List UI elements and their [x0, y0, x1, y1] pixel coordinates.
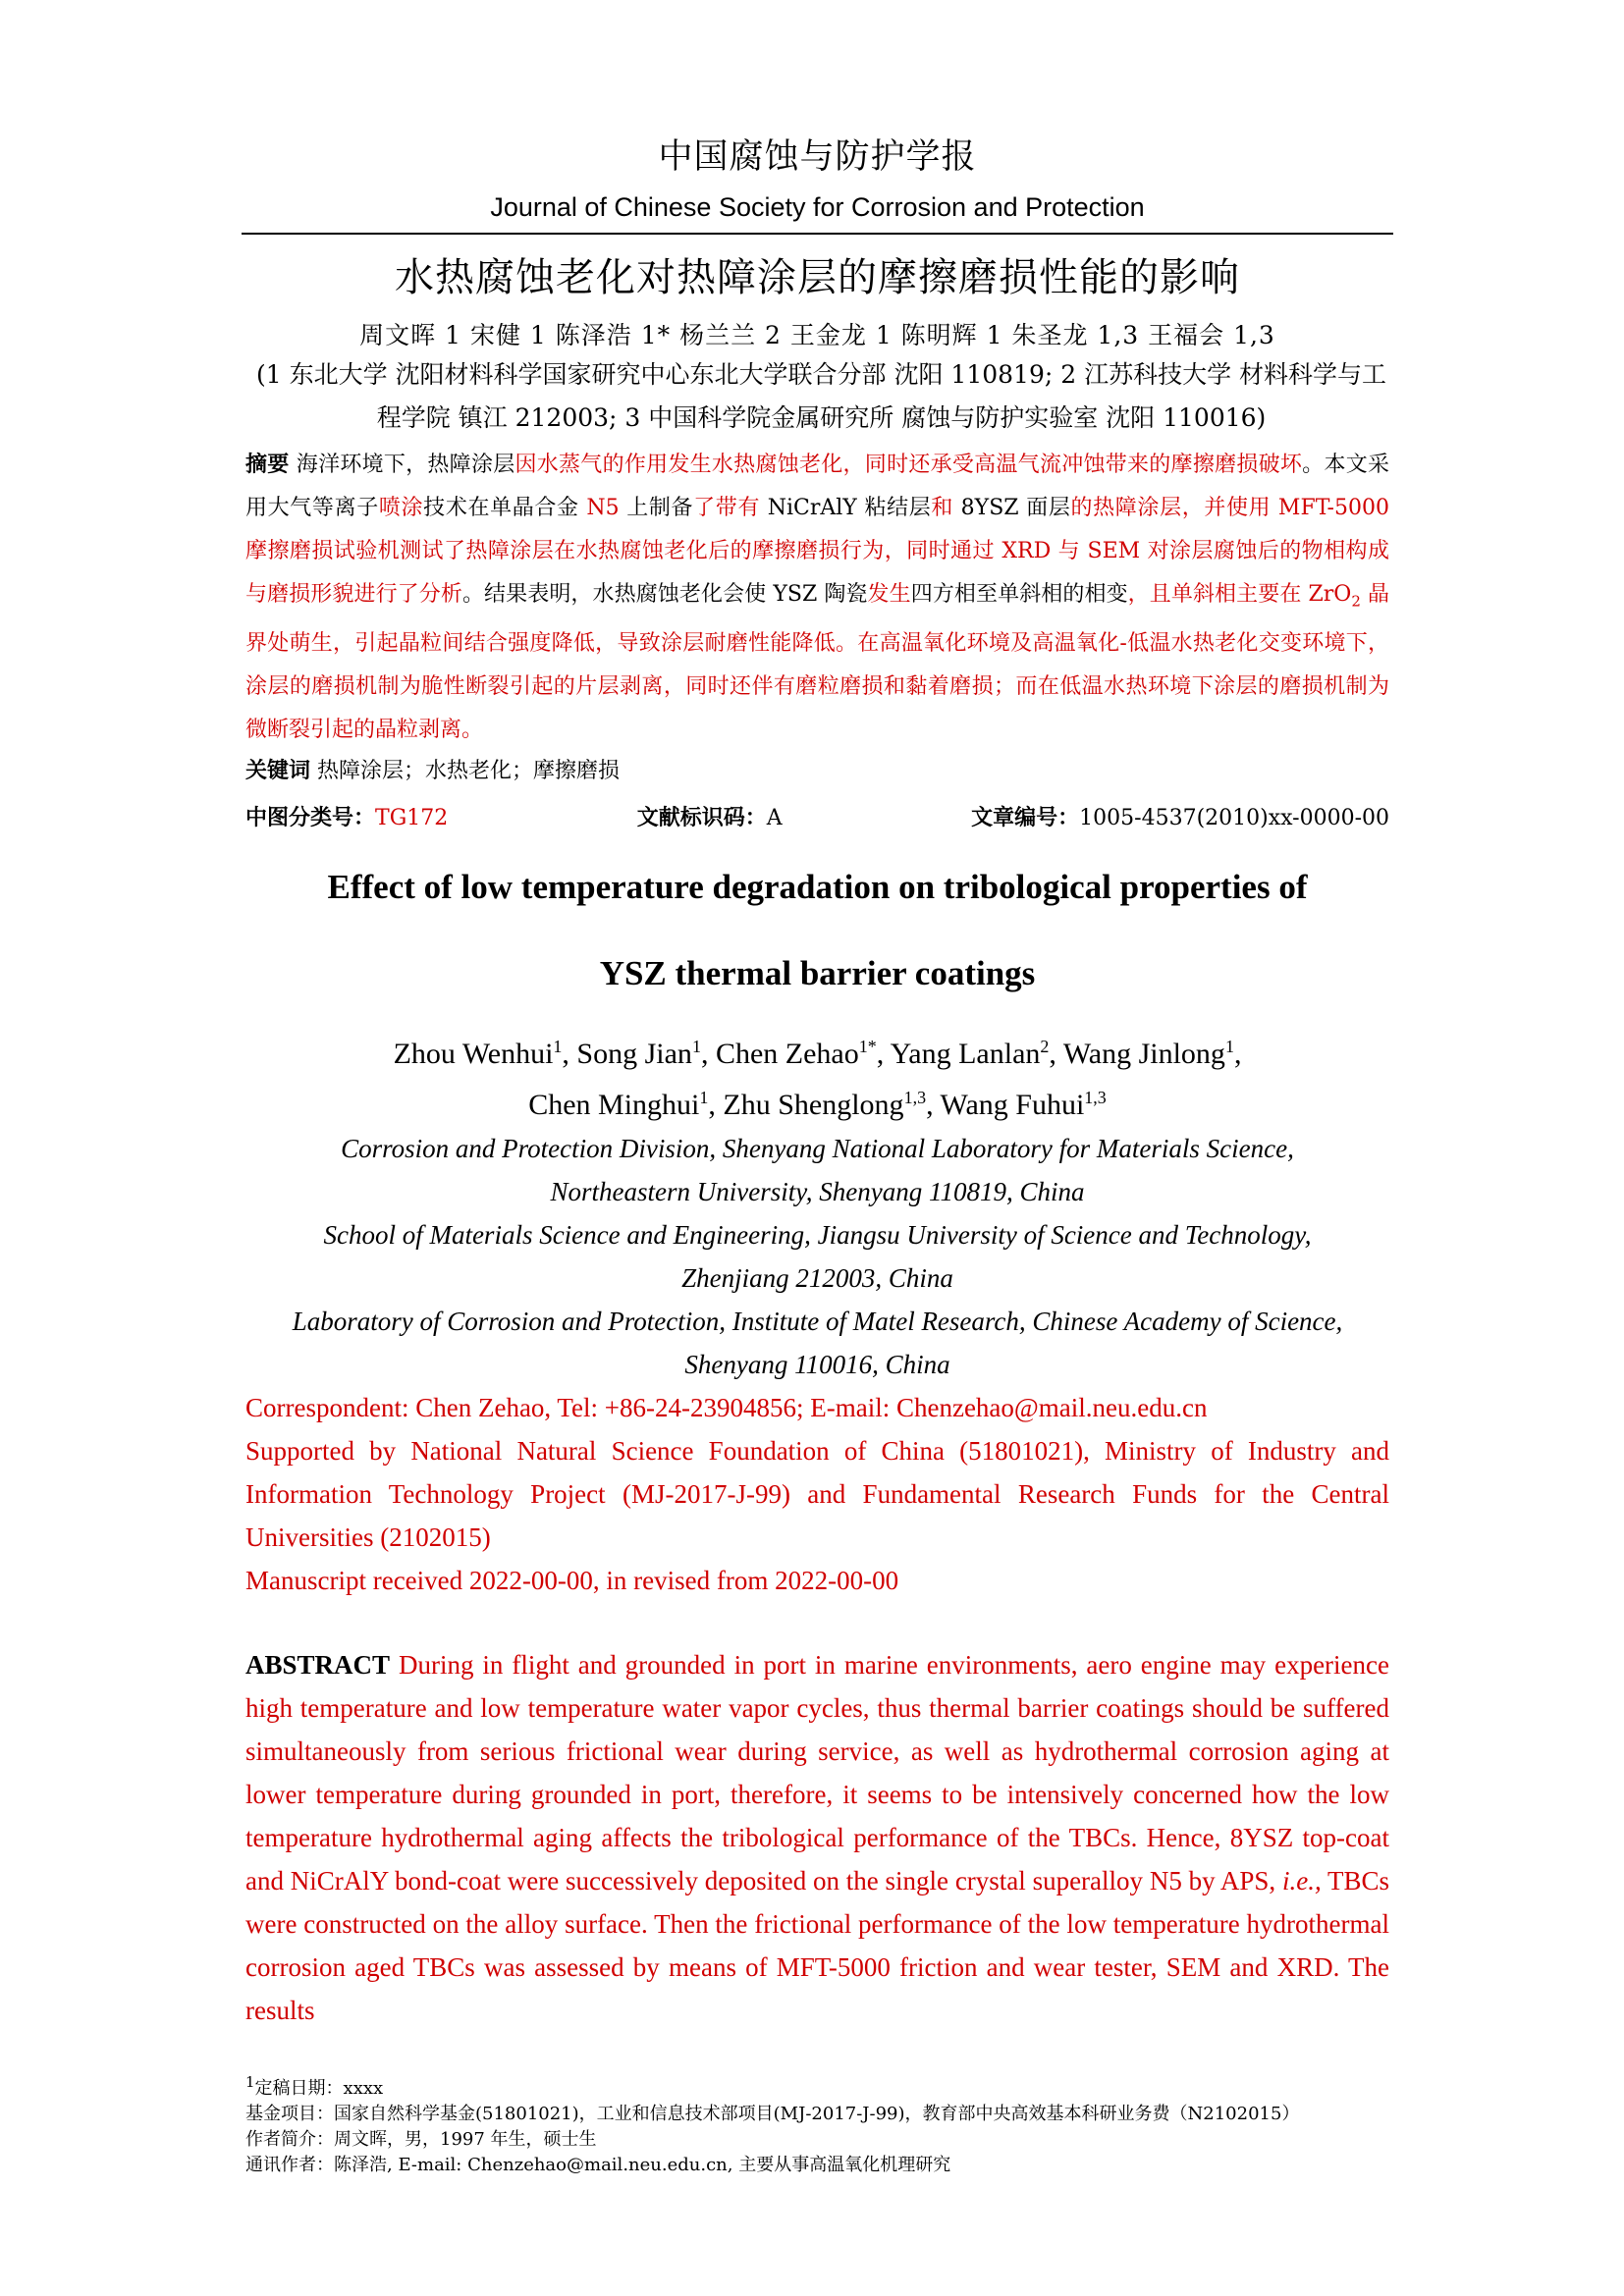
manuscript-dates: Manuscript received 2022-00-00, in revised from 2022-00-00 — [245, 1566, 899, 1596]
author-sup: 1 — [1224, 1037, 1234, 1057]
abstract-cn-text: 。本文采用大气等离子 — [245, 453, 1389, 520]
journal-title-cn: 中国腐蚀与防护学报 — [658, 137, 977, 177]
abstract-cn-text: N5 — [586, 496, 620, 520]
keywords-cn-text: 热障涂层；水热老化；摩擦磨损 — [310, 759, 621, 784]
abstract-cn-subscript: 2 — [1351, 592, 1361, 611]
keywords-cn-label: 关键词 — [245, 759, 311, 784]
author-en: Wang Jinlong — [1062, 1038, 1225, 1071]
footnotes — [245, 2069, 1389, 2178]
keywords-cn — [245, 752, 1389, 791]
author-en: Chen Minghui — [528, 1089, 700, 1122]
document-code — [637, 799, 783, 838]
art-label: 文章编号： — [971, 806, 1080, 831]
authors-en-line2 — [245, 1076, 1389, 1127]
author-separator: , — [562, 1038, 577, 1071]
article-number — [971, 799, 1389, 838]
abstract-cn-text: 了带有 — [693, 496, 761, 520]
abstract-cn-text: 和 — [931, 496, 954, 520]
paper-title-en-line2: YSZ thermal barrier coatings — [599, 954, 1036, 993]
correspondent-info: Correspondent: Chen Zehao, Tel: +86-24-23904856; E-mail: Chenzehao@mail.neu.edu.cn — [245, 1393, 1208, 1423]
abstract-cn-label: 摘要 — [245, 453, 290, 477]
paper-page — [245, 118, 1389, 2032]
affiliation-en-line: Shenyang 110016, China — [684, 1350, 950, 1380]
doc-label: 文献标识码： — [636, 806, 767, 831]
abstract-cn-text: 上制备 — [619, 496, 694, 520]
abstract-en-text: During in flight and grounded in port in marine environments, aero engine may experience high temperature and low temperature water vapor cycles, thus thermal barrier coatings should be suffered simultaneously from serious frictional wear during service, as well as hydrothermal corrosion aging at lower temperature during grounded in port, therefore, it seems to be intensively concerned how the low temperature hydrothermal aging affects the tribological performance of the TBCs. Hence, 8YSZ top-coat and NiCrAlY bond-coat were successively deposited on the single crystal superalloy N5 by APS, — [245, 1650, 1389, 1896]
author-sup: 1 — [699, 1088, 709, 1108]
abstract-cn-text: 技术在单晶合金 — [423, 496, 587, 520]
authors-en-line1 — [245, 1025, 1389, 1076]
footnote-fund: 基金项目：国家自然科学基金(51801021)，工业和信息技术部项目(MJ-2017-J-99)，教育部中央高效基本科研业务费（N2102015） — [245, 2104, 1300, 2124]
abstract-cn-text: 海洋环境下，热障涂层 — [289, 453, 515, 477]
abstract-en-text: TBCs were constructed on the alloy surface. Then the frictional performance of the low temperature hydrothermal corrosion aged TBCs was assessed by means of MFT-5000 friction and wear tester, SEM and XRD. The results — [245, 1866, 1390, 2026]
author-sup: 1 — [553, 1037, 563, 1057]
affiliation-en-line: School of Materials Science and Engineering, Jiangsu University of Science and Technology, — [323, 1220, 1312, 1251]
affiliation-cn: (1 东北大学 沈阳材料科学国家研究中心东北大学联合分部 沈阳 110819; 2 江苏科技大学 材料科学与工程学院 镇江 212003; 3 中国科学院金属研究所 腐蚀与防护实验室 沈阳 110016) — [255, 360, 1387, 432]
footnote-received — [245, 2069, 1389, 2102]
author-sup: 1,3 — [903, 1088, 927, 1108]
journal-title-en: Journal of Chinese Society for Corrosion and Protection — [490, 192, 1145, 222]
abstract-cn — [245, 444, 1389, 752]
author-separator: , — [926, 1089, 941, 1122]
affiliation-en-line: Corrosion and Protection Division, Shenyang National Laboratory for Materials Science, — [341, 1134, 1294, 1164]
abstract-cn-text: NiCrAlY 粘结层 — [760, 496, 932, 520]
abstract-cn-text: 。结果表明，水热腐蚀老化会使 YSZ 陶瓷 — [461, 582, 868, 607]
author-sup: 1,3 — [1084, 1088, 1107, 1108]
author-sup: 1* — [858, 1037, 877, 1057]
author-separator: , — [1233, 1038, 1242, 1071]
affiliation-en-line: Laboratory of Corrosion and Protection, Institute of Matel Research, Chinese Academy of Science, — [292, 1307, 1343, 1337]
author-sup: 1 — [691, 1037, 701, 1057]
author-sup: 2 — [1040, 1037, 1050, 1057]
abstract-en-text-italic: i.e., — [1281, 1866, 1322, 1896]
affiliation-en-line: Northeastern University, Shenyang 110819, China — [550, 1177, 1085, 1207]
author-separator: , — [876, 1038, 891, 1071]
author-en: Wang Fuhui — [940, 1089, 1085, 1122]
clc-number — [245, 799, 448, 838]
abstract-en-label: ABSTRACT — [245, 1650, 391, 1681]
paper-title-en-line1: Effect of low temperature degradation on tribological properties of — [327, 868, 1308, 907]
author-separator: , — [708, 1089, 724, 1122]
affiliation-en-line: Zhenjiang 212003, China — [681, 1263, 953, 1294]
author-en: Zhu Shenglong — [723, 1089, 904, 1122]
author-en: Song Jian — [576, 1038, 692, 1071]
clc-label: 中图分类号： — [245, 806, 376, 831]
art-value: 1005-4537(2010)xx-0000-00 — [1079, 806, 1389, 831]
abstract-cn-text: 的热障涂层，并使用 MFT-5000 摩擦磨损试验机测试了热障涂层在水热腐蚀老化后的摩擦磨损行为，同时通过 XRD 与 SEM 对涂层腐蚀后的物相构成与磨损形貌进行了分析 — [245, 496, 1389, 607]
abstract-cn-text: 发生 — [867, 582, 911, 607]
footnote-author: 作者简介：周文晖，男，1997 年生，硕士生 — [245, 2129, 597, 2150]
affiliations-en — [245, 1127, 1389, 1386]
funding-info: Supported by National Natural Science Foundation of China (51801021), Ministry of Industry and Information Technology Project (MJ-2017-J-99) and Fundamental Research Funds for the Central Universities (2102015) — [245, 1436, 1389, 1553]
authors-en — [245, 1025, 1389, 1127]
abstract-cn-text: 8YSZ 面层 — [953, 496, 1071, 520]
classification-row — [245, 799, 1389, 838]
footnote-marker: 1 — [245, 2073, 255, 2091]
author-en: Zhou Wenhui — [393, 1038, 554, 1071]
abstract-cn-text: 四方相至单斜相的相变 — [910, 582, 1128, 607]
header-rule — [242, 233, 1393, 235]
paper-title-cn: 水热腐蚀老化对热障涂层的摩擦磨损性能的影响 — [395, 255, 1240, 300]
author-en: Chen Zehao — [715, 1038, 859, 1071]
authors-cn: 周文晖 1 宋健 1 陈泽浩 1* 杨兰兰 2 王金龙 1 陈明辉 1 朱圣龙 1,3 王福会 1,3 — [359, 321, 1275, 349]
abstract-cn-text: ，且单斜相主要在 ZrO — [1127, 582, 1352, 607]
doc-value: A — [766, 806, 783, 831]
paper-title-en — [245, 844, 1389, 1017]
abstract-cn-text: 喷涂 — [378, 496, 424, 520]
abstract-en — [245, 1643, 1389, 2032]
author-separator: , — [700, 1038, 716, 1071]
abstract-cn-text: 因水蒸气的作用发生水热腐蚀老化，同时还承受高温气流冲蚀带来的摩擦磨损破坏 — [514, 453, 1303, 477]
footnote-text: 定稿日期：xxxx — [254, 2078, 384, 2099]
author-separator: , — [1049, 1038, 1063, 1071]
clc-value: TG172 — [375, 806, 449, 831]
author-en: Yang Lanlan — [890, 1038, 1041, 1071]
footnote-contact: 通讯作者：陈泽浩, E-mail: Chenzehao@mail.neu.edu.cn, 主要从事高温氧化机理研究 — [245, 2155, 951, 2175]
abstract-cn-text: 晶界处萌生，引起晶粒间结合强度降低，导致涂层耐磨性能降低。在高温氧化环境及高温氧化-低温水热老化交变环境下，涂层的磨损机制为脆性断裂引起的片层剥离，同时还伴有磨粒磨损和黏着磨损；而在低温水热环境下涂层的磨损机制为微断裂引起的晶粒剥离。 — [245, 582, 1389, 743]
